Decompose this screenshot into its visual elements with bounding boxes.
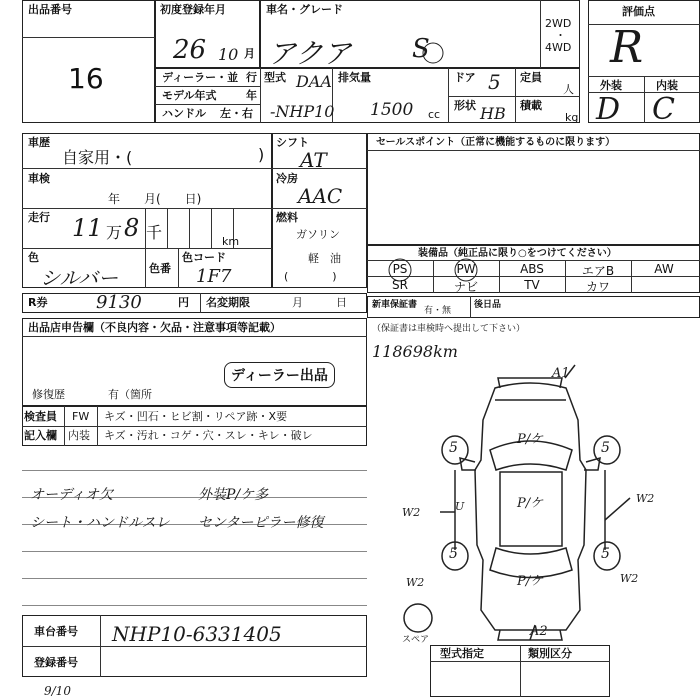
declaration-label: 出品店申告欄（不良内容・欠品・注意事項等記載） xyxy=(28,321,281,334)
recycle-label: R券 xyxy=(28,296,48,309)
hood-note: P/ケ xyxy=(517,432,544,447)
load-label: 積載 xyxy=(520,99,542,112)
note-line2-right: センターピラー修復 xyxy=(198,515,324,531)
mark-a2: A2 xyxy=(530,624,548,639)
drive-dot: ・ xyxy=(555,29,566,42)
equip-tv: TV xyxy=(524,278,540,292)
displacement-label: 排気量 xyxy=(338,71,371,84)
doors: 5 xyxy=(488,70,501,94)
shape-label: 形状 xyxy=(454,99,476,112)
roof-note: P/ケ xyxy=(517,496,544,511)
right-door-mark: W2 xyxy=(636,492,655,505)
warranty-label: 新車保証書 xyxy=(372,300,418,310)
repair-value: 有（箇所 xyxy=(108,388,152,401)
mileage-label: 走行 xyxy=(28,211,50,224)
exterior-grade: D xyxy=(596,92,621,127)
doors-label: ドア xyxy=(454,71,476,84)
model-year-suffix: 年 xyxy=(246,89,257,102)
tire-rr-mark: 5 xyxy=(601,546,610,562)
dealer-suffix: 行 xyxy=(246,71,257,84)
shift-label: シフト xyxy=(276,136,309,149)
sales-point-label: セールスポイント（正常に機能するものに限ります） xyxy=(376,137,616,148)
history-label: 車歴 xyxy=(28,136,50,149)
aircon-value: AAC xyxy=(298,184,343,208)
model-label: 型式 xyxy=(264,71,286,84)
lot-number: 16 xyxy=(68,62,104,95)
mileage-man: 万 xyxy=(106,223,123,242)
fw-label: FW xyxy=(72,410,90,423)
first-reg-month: 10 xyxy=(218,45,239,64)
note-line1-right: 外装P/ケ多 xyxy=(198,487,269,503)
left-door-mark: W2 xyxy=(402,506,421,519)
equip-pw: PW xyxy=(456,262,476,276)
color-no-label: 色番 xyxy=(149,262,171,275)
classification-label: 類別区分 xyxy=(528,647,572,660)
drive-4wd: 4WD xyxy=(545,41,572,54)
inspection-label: 車検 xyxy=(28,172,50,185)
handle-label: ハンドル xyxy=(162,107,206,120)
note-line1-left: オーディオ欠 xyxy=(30,487,113,503)
left-mirror xyxy=(460,458,476,470)
recycle-unit: 円 xyxy=(178,296,189,309)
fuel-diesel: 軽 油 xyxy=(308,252,341,265)
history-close-paren: ) xyxy=(258,145,265,164)
ps-circle xyxy=(389,259,411,281)
lot-number-label: 出品番号 xyxy=(28,3,72,16)
mileage-unit: km xyxy=(222,235,240,248)
equip-leather: カワ xyxy=(585,280,610,294)
left-rear-mark: W2 xyxy=(406,576,425,589)
equip-abs: ABS xyxy=(520,262,544,276)
grade: S xyxy=(412,34,430,64)
inspector-label-2: 記入欄 xyxy=(24,429,57,442)
load-unit: kg xyxy=(565,111,579,124)
deadline-fields: 月 日 xyxy=(292,296,347,309)
note-line2-left: シート・ハンドルスレ xyxy=(30,515,170,531)
shift-value: AT xyxy=(300,148,327,172)
repair-label: 修復歴 xyxy=(32,388,65,401)
capacity-label: 定員 xyxy=(520,71,542,84)
model-year-label: モデル年式 xyxy=(162,89,217,102)
shape: HB xyxy=(480,104,506,123)
spare-label: スペア xyxy=(402,635,430,645)
first-reg-year: 26 xyxy=(173,35,207,65)
w2-right-pointer xyxy=(605,498,630,520)
interior-items: キズ・汚れ・コゲ・穴・スレ・キレ・破レ xyxy=(104,429,313,442)
footer-mark: 9/10 xyxy=(44,684,71,698)
warranty-note: （保証書は車検時へ提出して下さい） xyxy=(372,324,526,334)
color-code-label: 色コード xyxy=(182,251,226,264)
displacement-unit: cc xyxy=(428,108,441,121)
inspector-label-1: 検査員 xyxy=(24,410,57,423)
right-rear-mark: W2 xyxy=(620,572,639,585)
mileage-sen: 千 xyxy=(146,223,163,242)
dealer-label: ディーラー・並 xyxy=(162,71,239,84)
exterior-label: 外装 xyxy=(600,79,622,92)
warranty-options: 有・無 xyxy=(424,306,452,316)
tire-rl-mark: 5 xyxy=(449,546,458,562)
equip-ps: PS xyxy=(392,262,408,276)
inspector-interior-label: 内装 xyxy=(68,429,90,442)
color-value: シルバー xyxy=(40,266,119,290)
mark-a1: A1 xyxy=(552,366,570,381)
aircon-label: 冷房 xyxy=(276,172,298,185)
odometer: 118698km xyxy=(372,342,458,361)
inspection-fields: 年 月( 日) xyxy=(108,192,202,206)
chassis-value: NHP10-6331405 xyxy=(112,622,282,646)
equip-sr: SR xyxy=(392,278,408,292)
side-mark: U xyxy=(455,500,465,513)
model-code: -NHP10 xyxy=(270,102,335,121)
fuel-value: ガソリン xyxy=(296,228,340,241)
equip-aw: AW xyxy=(654,262,674,276)
deadline-label: 名変期限 xyxy=(206,296,250,309)
first-reg-label: 初度登録年月 xyxy=(160,3,226,16)
tire-fl-mark: 5 xyxy=(449,440,458,456)
interior-grade: C xyxy=(652,92,675,127)
history-value: 自家用・( xyxy=(62,148,133,167)
tire-fr-mark: 5 xyxy=(601,440,610,456)
type-designation-label: 型式指定 xyxy=(440,647,484,660)
interior-label: 内装 xyxy=(656,79,678,92)
model-prefix: DAA xyxy=(296,72,332,91)
spare-tire xyxy=(404,604,432,632)
rating: R xyxy=(610,22,644,73)
fuel-parens: ( ) xyxy=(284,270,337,283)
car-name: アクア xyxy=(268,37,352,70)
fuel-label: 燃料 xyxy=(276,211,298,224)
reg-label: 登録番号 xyxy=(34,656,78,669)
trunk-note: P/ケ xyxy=(517,574,544,589)
mileage-value: 11 xyxy=(72,214,103,242)
rating-label: 評価点 xyxy=(622,5,655,18)
color-code: 1F7 xyxy=(196,266,232,287)
chassis-label: 車台番号 xyxy=(34,625,78,638)
capacity-unit: 人 xyxy=(563,83,574,96)
recycle-value: 9130 xyxy=(96,292,142,313)
handle-options: 左・右 xyxy=(220,107,253,120)
car-name-label: 車名・グレード xyxy=(266,3,343,16)
pw-circle xyxy=(455,259,477,281)
grade-circle xyxy=(423,43,443,63)
equip-airbag: エアB xyxy=(581,264,615,278)
equipment-label: 装備品（純正品に限り○をつけてください） xyxy=(418,248,617,259)
color-label: 色 xyxy=(28,251,39,264)
post-label: 後日品 xyxy=(474,300,502,310)
fw-items: キズ・凹石・ヒビ割・リペア跡・X要 xyxy=(104,410,288,423)
mileage-8: 8 xyxy=(124,214,140,242)
dealer-stamp: ディーラー出品 xyxy=(224,362,335,388)
first-reg-unit: 月 xyxy=(244,47,255,60)
drive-2wd: 2WD xyxy=(545,17,572,30)
equip-navi: ナビ xyxy=(453,280,478,294)
displacement: 1500 xyxy=(370,100,414,120)
